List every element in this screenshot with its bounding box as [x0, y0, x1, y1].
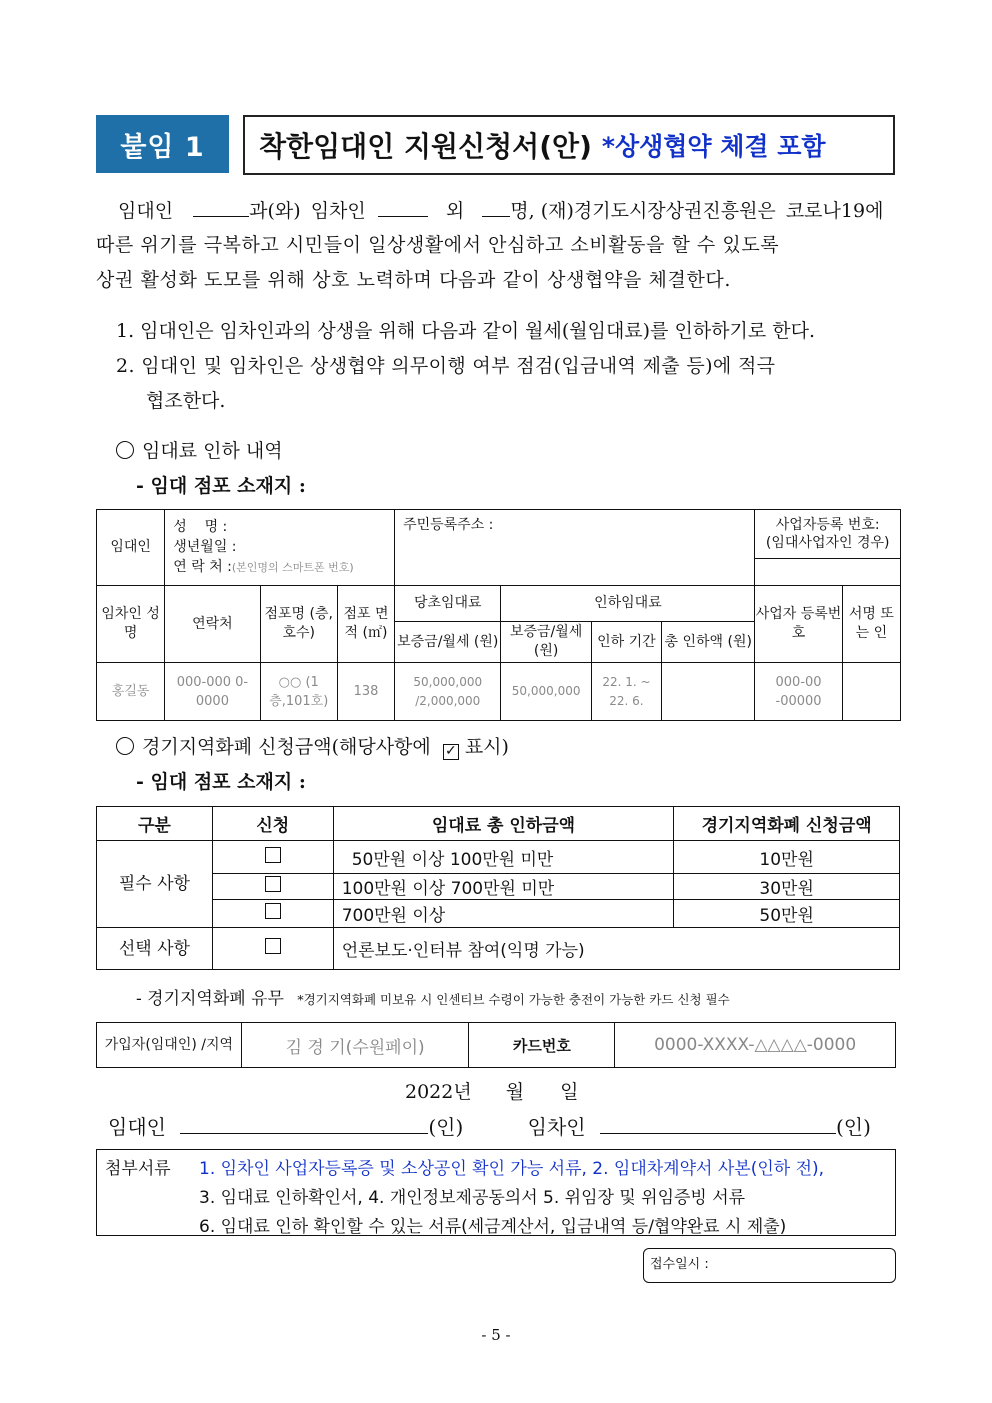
sample-store[interactable]: ○○ (1층,101호)	[260, 663, 337, 721]
item-two-cont: 협조한다.	[146, 390, 226, 412]
checkbox-checked-icon: ✓	[443, 744, 459, 760]
landlord-bizno-field[interactable]	[755, 559, 901, 586]
landlord-info[interactable]	[165, 510, 395, 586]
tenant-sign-label: 임차인	[527, 1115, 586, 1139]
sample-area[interactable]: 138	[337, 663, 394, 721]
header-store: 점포명 (층, 호수)	[260, 586, 337, 663]
header-voucher-amount: 경기지역화폐 신청금액	[674, 807, 900, 841]
table-row	[97, 928, 900, 970]
page-number: - 5 -	[481, 1326, 511, 1344]
apply-checkbox-2[interactable]	[212, 874, 333, 900]
header-tenant-name: 임차인 성명	[97, 586, 165, 663]
address-field[interactable]: 주민등록주소 :	[395, 510, 755, 586]
header-original-rent: 당초임대료	[395, 586, 501, 622]
header-apply: 신청	[212, 807, 333, 841]
attachments-line-3: 6. 임대료 인하 확인할 수 있는 서류(세금계산서, 입금내역 등/협약완료 시 제출)	[199, 1217, 787, 1237]
table-row	[97, 900, 900, 928]
circle-bullet-icon	[116, 441, 134, 459]
header-signature: 서명 또는 인	[842, 586, 900, 663]
card-table	[96, 1022, 896, 1068]
table-row	[97, 841, 900, 874]
receipt-box[interactable]	[643, 1248, 896, 1283]
sample-period[interactable]: 22. 1. ~ 22. 6.	[591, 663, 661, 721]
section1-heading: 임대료 인하 내역	[116, 433, 283, 470]
section2-sub: - 임대 점포 소재지 :	[136, 771, 306, 793]
optional-label: 선택 사항	[97, 928, 213, 970]
amount-3: 50만원	[674, 900, 900, 928]
count-blank[interactable]	[482, 199, 510, 217]
name-label: 성 명 :	[173, 519, 228, 535]
sample-biz-no[interactable]: 000-00 -00000	[755, 663, 842, 721]
contact-row: 연 락 처 :(본인명의 스마트폰 번호)	[173, 559, 354, 575]
header-total: 총 인하액 (원)	[662, 622, 755, 663]
title-box	[243, 115, 895, 175]
item-two: 2. 임대인 및 임차인은 상생협약 의무이행 여부 점검(입금내역 제출 등)에 적극	[116, 355, 776, 377]
sample-name[interactable]: 홍길동	[97, 663, 165, 721]
range-2: 100만원 이상 700만원 미만	[333, 874, 674, 900]
header-reduced-rent: 인하임대료	[501, 586, 755, 622]
sample-total[interactable]	[662, 663, 755, 721]
sample-contact[interactable]: 000-000 0-0000	[165, 663, 260, 721]
circle-bullet-icon	[116, 737, 134, 755]
tenant-blank[interactable]	[378, 199, 428, 217]
card-label: 카드번호	[469, 1023, 615, 1068]
form-subtitle: *상생협약 체결 포함	[601, 132, 826, 161]
optional-text: 언론보도·인터뷰 참여(익명 가능)	[333, 928, 899, 970]
sample-original[interactable]: 50,000,000 /2,000,000	[395, 663, 501, 721]
landlord-label: 임대인	[97, 510, 165, 586]
signature-line: 임대인 (인) 임차인 (인)	[108, 1115, 871, 1139]
range-1: 50만원 이상 100만원 미만	[333, 841, 674, 874]
required-label: 필수 사항	[97, 841, 213, 928]
amount-1: 10만원	[674, 841, 900, 874]
range-3: 700만원 이상	[333, 900, 674, 928]
intro-line-2: 따른 위기를 극복하고 시민들이 일상생활에서 안심하고 소비활동을 할 수 있도록	[96, 234, 780, 256]
birth-label: 생년월일 :	[173, 539, 237, 555]
amount-2: 30만원	[674, 874, 900, 900]
attachments-box	[96, 1149, 896, 1236]
sample-reduced[interactable]: 50,000,000	[501, 663, 591, 721]
table-row	[97, 874, 900, 900]
header-area: 점포 면적 (㎡)	[337, 586, 394, 663]
section2-heading: 경기지역화폐 신청금액(해당사항에 ✓ 표시)	[116, 729, 509, 766]
subscriber-value[interactable]: 김 경 기(수원페이)	[241, 1023, 469, 1068]
landlord-sign-label: 임대인	[108, 1115, 166, 1139]
card-number-value[interactable]: 0000-XXXX-△△△△-0000	[615, 1023, 896, 1068]
receipt-label: 접수일시 :	[650, 1257, 709, 1272]
voucher-table	[96, 806, 900, 970]
section1-sub: - 임대 점포 소재지 :	[136, 475, 306, 497]
sample-sign[interactable]	[842, 663, 900, 721]
intro-line-3: 상권 활성화 도모를 위해 상호 노력하며 다음과 같이 상생협약을 체결한다.	[96, 269, 732, 291]
item-one: 1. 임대인은 임차인과의 상생을 위해 다음과 같이 월세(월임대료)를 인하하기로 한다.	[116, 320, 816, 342]
landlord-bizno-label: 사업자등록 번호: (임대사업자인 경우)	[755, 510, 901, 559]
tenant-sign-field[interactable]	[600, 1114, 836, 1134]
header-contact: 연락처	[165, 586, 260, 663]
header-total-reduction: 임대료 총 인하금액	[333, 807, 674, 841]
date-line: 2022년 월 일	[405, 1081, 579, 1103]
apply-checkbox-optional[interactable]	[212, 928, 333, 970]
intro-line-1: 임대인 과(와) 임차인 외 명, (재)경기도시장상권진흥원은 코로나19에	[118, 200, 884, 222]
voucher-holding-line: - 경기지역화폐 유무 *경기지역화폐 미보유 시 인센티브 수령이 가능한 충전이 가능한 카드 신청 필수	[136, 989, 730, 1009]
header-category: 구분	[97, 807, 213, 841]
apply-checkbox-3[interactable]	[212, 900, 333, 928]
attachments-line-1: 1. 임차인 사업자등록증 및 소상공인 확인 가능 서류, 2. 임대차계약서 사본(인하 전),	[199, 1159, 825, 1179]
header-deposit-original: 보증금/월세 (원)	[395, 622, 501, 663]
attachment-tag: 붙임 1	[96, 115, 229, 173]
header-period: 인하 기간	[591, 622, 661, 663]
header-deposit-reduced: 보증금/월세 (원)	[501, 622, 591, 663]
apply-checkbox-1[interactable]	[212, 841, 333, 874]
header-biz-no: 사업자 등록번호	[755, 586, 842, 663]
subscriber-label: 가입자(임대인) /지역	[97, 1023, 242, 1068]
landlord-sign-field[interactable]	[180, 1114, 428, 1134]
attachments-label: 첨부서류	[105, 1159, 171, 1179]
landlord-blank[interactable]	[193, 199, 249, 217]
table-row	[97, 663, 901, 721]
lease-table	[96, 509, 901, 721]
attachments-line-2: 3. 임대료 인하확인서, 4. 개인정보제공동의서 5. 위임장 및 위임증빙 서류	[199, 1188, 746, 1208]
form-title: 착한임대인 지원신청서(안)	[259, 130, 592, 163]
